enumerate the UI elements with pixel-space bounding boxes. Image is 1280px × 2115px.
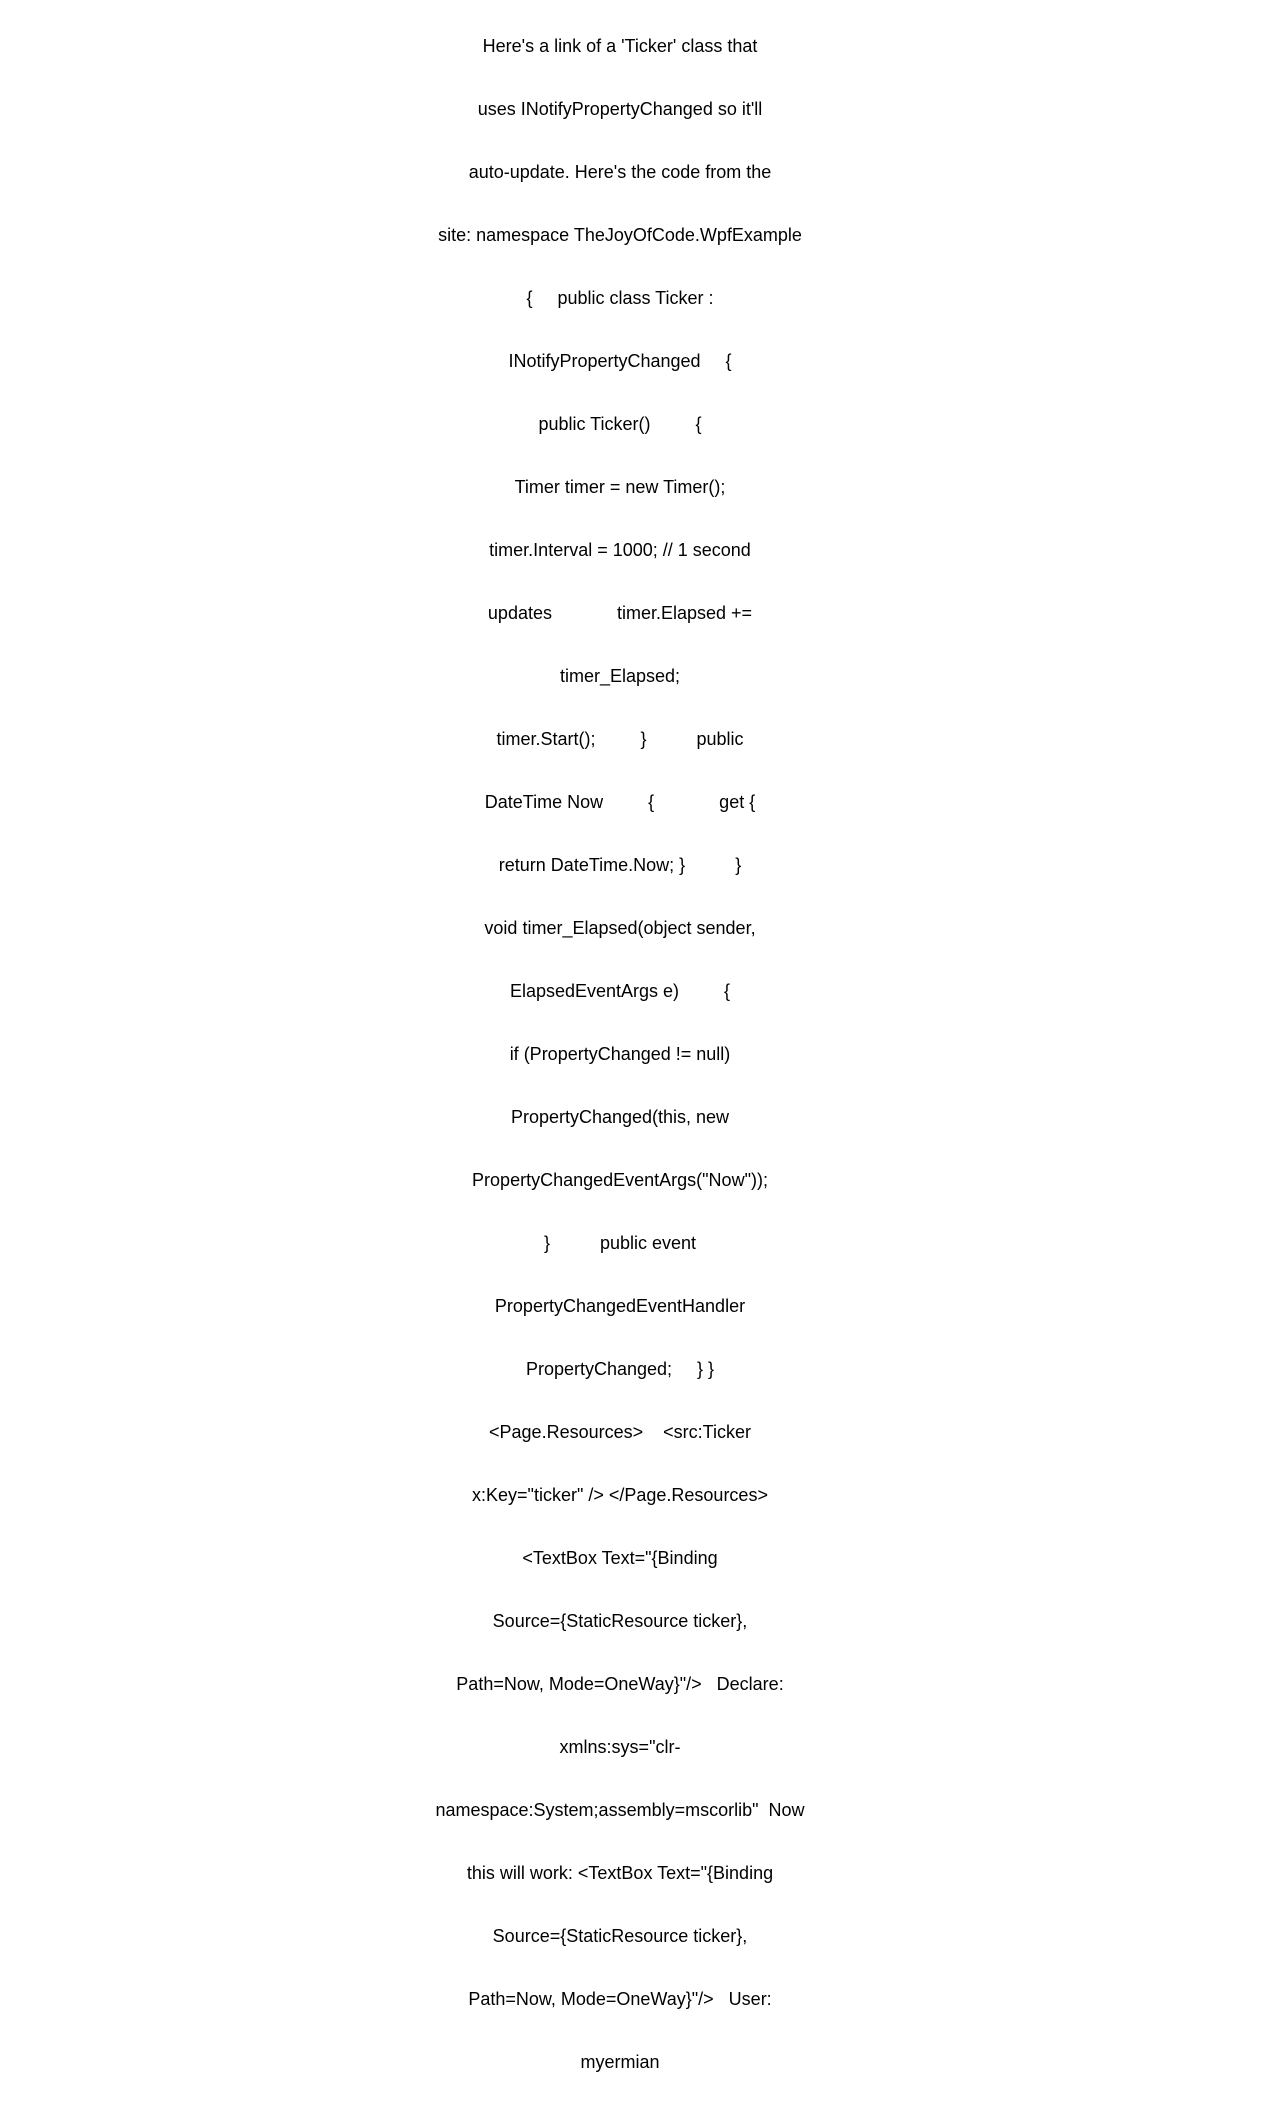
text-line: <Page.Resources> <src:Ticker xyxy=(489,1422,751,1442)
text-line: ElapsedEventArgs e) { xyxy=(509,981,731,1001)
text-line: x:Key="ticker" /> </Page.Resources> xyxy=(472,1485,768,1505)
author-name[interactable]: myermian xyxy=(580,2052,660,2072)
text-line: DateTime Now { get { xyxy=(484,792,756,812)
text-line: timer.Start(); } public xyxy=(496,729,744,749)
text-line: <TextBox Text="{Binding xyxy=(522,1548,718,1568)
text-line: public Ticker() { xyxy=(538,414,702,434)
text-line: PropertyChanged(this, new xyxy=(510,1107,730,1127)
text-line: Path=Now, Mode=OneWay}"/> Declare: xyxy=(456,1674,784,1694)
text-line: Path=Now, Mode=OneWay}"/> User: xyxy=(468,1989,772,2009)
text-line: Source={StaticResource ticker}, xyxy=(492,1926,748,1946)
text-line: Source={StaticResource ticker}, xyxy=(492,1611,748,1631)
text-line: } public event xyxy=(543,1233,697,1253)
text-line: Timer timer = new Timer(); xyxy=(514,477,726,497)
text-line: if (PropertyChanged != null) xyxy=(509,1044,731,1064)
text-line: { public class Ticker : xyxy=(526,288,714,308)
text-line: timer.Interval = 1000; // 1 second xyxy=(489,540,751,560)
text-line: this will work: <TextBox Text="{Binding xyxy=(466,1863,774,1883)
text-line: return DateTime.Now; } } xyxy=(498,855,742,875)
text-line: timer_Elapsed; xyxy=(559,666,681,686)
text-line: void timer_Elapsed(object sender, xyxy=(484,918,756,938)
text-line: PropertyChangedEventArgs("Now")); xyxy=(472,1170,768,1190)
text-line: PropertyChangedEventHandler xyxy=(494,1296,746,1316)
text-line: namespace:System;assembly=mscorlib" Now xyxy=(435,1800,805,1820)
text-line: PropertyChanged; } } xyxy=(525,1359,715,1379)
text-line: updates timer.Elapsed += xyxy=(487,603,753,623)
text-line: uses INotifyPropertyChanged so it'll xyxy=(477,99,763,119)
text-line: Here's a link of a 'Ticker' class that xyxy=(482,36,758,56)
text-line: INotifyPropertyChanged { xyxy=(508,351,732,371)
text-line: xmlns:sys="clr- xyxy=(559,1737,681,1757)
text-line: site: namespace TheJoyOfCode.WpfExample xyxy=(438,225,802,245)
text-line: auto-update. Here's the code from the xyxy=(468,162,772,182)
answer-text-block xyxy=(430,0,810,2115)
